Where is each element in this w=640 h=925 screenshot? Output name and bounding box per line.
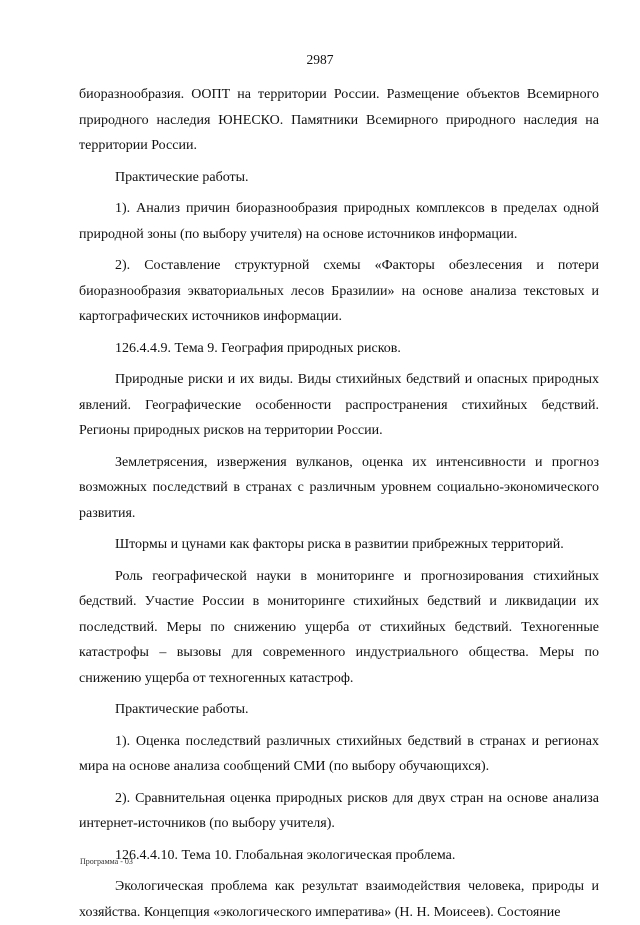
page-number: 2987 bbox=[306, 52, 334, 67]
practical-work-item: 1). Оценка последствий различных стихийных бедствий в странах и регионах мира на основе анализа сообщений СМИ (по выбору обучающихся). bbox=[79, 733, 599, 774]
practical-work-item: 2). Сравнительная оценка природных рисков для двух стран на основе анализа интернет-источников (по выбору учителя). bbox=[79, 790, 599, 831]
section-heading: 126.4.4.9. Тема 9. География природных рисков. bbox=[115, 340, 401, 356]
paragraph: Штормы и цунами как факторы риска в развитии прибрежных территорий. bbox=[115, 537, 564, 552]
paragraph: Природные риски и их виды. Виды стихийных бедствий и опасных природных явлений. Географические особенности распространения стихийных бедствий. Регионы природных рисков на территории России. bbox=[79, 372, 599, 438]
practical-works-heading: Практические работы. bbox=[115, 702, 249, 717]
paragraph: Экологическая проблема как результат взаимодействия человека, природы и хозяйства. Концепция «экологического императива» (Н. Н. Моисеев). Состояние bbox=[79, 879, 599, 920]
practical-works-heading: Практические работы. bbox=[115, 169, 249, 185]
document-body bbox=[79, 82, 599, 925]
paragraph: Землетрясения, извержения вулканов, оценка их интенсивности и прогноз возможных последствий в странах с различным уровнем социально-экономического развития. bbox=[79, 454, 599, 521]
paragraph: Роль географической науки в мониторинге и прогнозирования стихийных бедствий. Участие России в мониторинге стихийных бедствий и ликвидации их последствий. Меры по снижению ущерба от стихийных бедствий. Техногенные катастрофы – вызовы для современного индустриального общества. Меры по снижению ущерба от техногенных катастроф. bbox=[79, 568, 599, 686]
paragraph-continuation: биоразнообразия. ООПТ на территории России. Размещение объектов Всемирного природного наследия ЮНЕСКО. Памятники Всемирного природного наследия на территории России. bbox=[79, 87, 599, 153]
section-heading: 126.4.4.10. Тема 10. Глобальная экологическая проблема. bbox=[115, 847, 456, 863]
footer-mark: Программа - 03 bbox=[80, 857, 133, 866]
practical-work-item: 1). Анализ причин биоразнообразия природных комплексов в пределах одной природной зоны (по выбору учителя) на основе источников информации. bbox=[79, 201, 599, 242]
practical-work-item: 2). Составление структурной схемы «Факторы обезлесения и потери биоразнообразия экваториальных лесов Бразилии» на основе анализа текстовых и картографических источников информации. bbox=[79, 258, 599, 324]
